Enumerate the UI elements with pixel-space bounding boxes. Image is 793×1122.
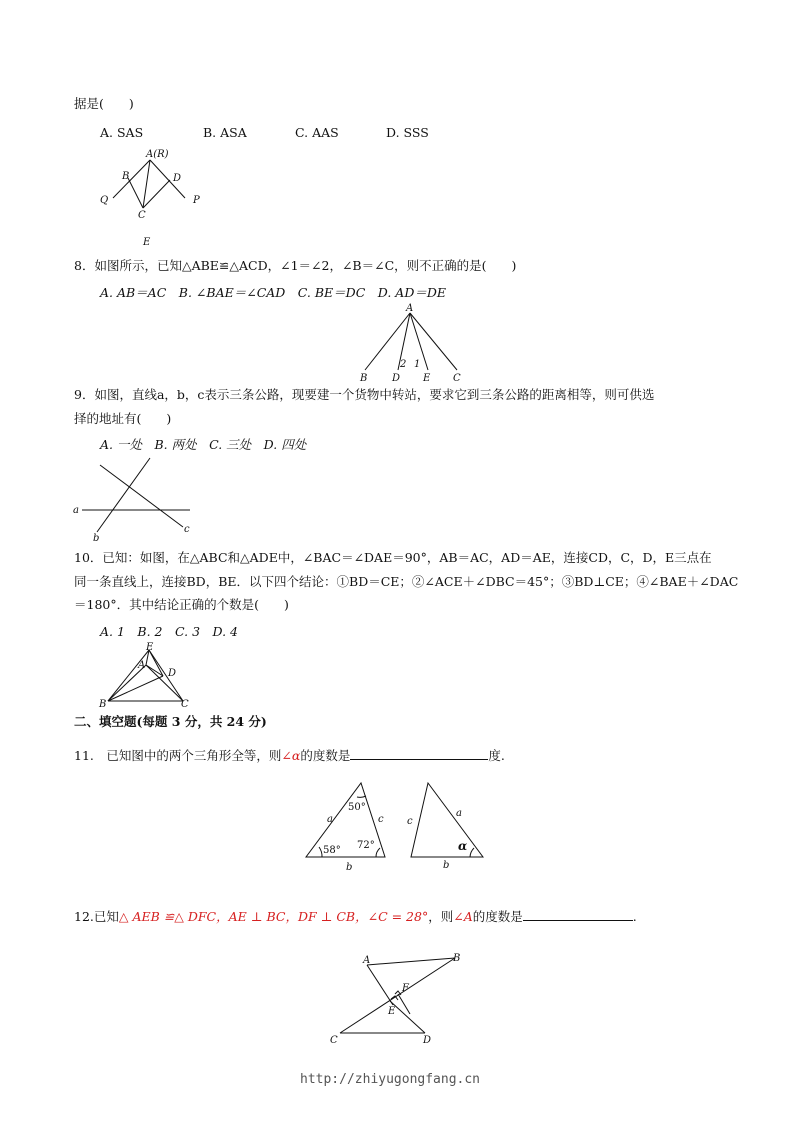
- q9-label-c: c: [184, 524, 190, 535]
- q12-label-c: C: [330, 1035, 338, 1046]
- q7-label-q: Q: [100, 195, 109, 206]
- q7-label-a: A(R): [146, 149, 169, 160]
- q12-prefix: 12.已知: [74, 909, 119, 924]
- q7-option-a: A. SAS: [100, 125, 144, 140]
- q8-options: A. AB＝AC B. ∠BAE＝∠CAD C. BE＝DC D. AD＝DE: [100, 285, 446, 300]
- q8-label-2: 2: [400, 359, 407, 370]
- q11-label-50: 50°: [348, 802, 366, 813]
- q7-label-b: B: [122, 171, 130, 182]
- q11-suffix: 度.: [488, 748, 505, 763]
- q10-stem-line1: 10．已知：如图，在△ABC和△ADE中，∠BAC＝∠DAE＝90°，AB＝AC，AD＝AE，连接CD，C，D，E三点在: [74, 550, 712, 565]
- q8-label-e: E: [423, 373, 431, 384]
- q10-label-e: E: [146, 642, 154, 653]
- footer-url[interactable]: http://zhiyugongfang.cn: [300, 1072, 481, 1087]
- q12-middle: ，则: [428, 909, 454, 924]
- q9-options: A. 一处 B. 两处 C. 三处 D. 四处: [100, 437, 307, 452]
- q7-option-b: B. ASA: [203, 125, 247, 140]
- q12-end: .: [632, 909, 637, 924]
- q9-label-b: b: [93, 533, 100, 544]
- q12-label-b: B: [453, 953, 461, 964]
- q8-label-c: C: [453, 373, 461, 384]
- q12-label-f: F: [402, 983, 409, 994]
- q7-option-c: C. AAS: [295, 125, 339, 140]
- q9-stem-line1: 9．如图，直线a，b，c表示三条公路，现要建一个货物中转站，要求它到三条公路的距离相等，则可供选: [74, 387, 655, 402]
- q11-label-a-right: a: [456, 808, 462, 819]
- q11-label-b-right: b: [443, 860, 450, 871]
- q11-label-a-left: a: [327, 814, 333, 825]
- section2-title: 二、填空题(每题 3 分，共 24 分): [74, 714, 267, 729]
- q12-label-d: D: [423, 1035, 432, 1046]
- q9-stem-line2: 择的地址有( ): [74, 411, 172, 426]
- q8-label-1: 1: [414, 359, 421, 370]
- q7-label-p: P: [193, 195, 200, 206]
- q10-options: A. 1 B. 2 C. 3 D. 4: [100, 624, 239, 639]
- q12-label-e: E: [388, 1006, 396, 1017]
- q8-label-a: A: [406, 303, 414, 314]
- q11-angle: ∠α: [281, 748, 301, 763]
- q8-label-d: D: [392, 373, 401, 384]
- q10-stem-line2: 同一条直线上，连接BD，BE．以下四个结论：①BD＝CE；②∠ACE＋∠DBC＝45°；③BD⊥CE；④∠BAE＋∠DAC: [74, 574, 739, 589]
- q7-label-c: C: [138, 210, 146, 221]
- q11-label-c-right: c: [407, 816, 413, 827]
- q11-label-b-left: b: [346, 862, 353, 873]
- q10-label-a: A: [138, 660, 146, 671]
- q8-label-b: B: [360, 373, 368, 384]
- q11-middle: 的度数是: [300, 748, 351, 763]
- q11-label-alpha: α: [458, 839, 468, 853]
- q7-label-e: E: [143, 237, 151, 248]
- q10-label-d: D: [168, 668, 177, 679]
- q11-label-58: 58°: [323, 845, 341, 856]
- q7-option-d: D. SSS: [386, 125, 429, 140]
- q12-label-a: A: [363, 955, 371, 966]
- q7-label-d: D: [173, 173, 182, 184]
- q12-angle: ∠A: [453, 909, 473, 924]
- q9-label-a: a: [73, 505, 79, 516]
- q11-label-72: 72°: [357, 840, 375, 851]
- q10-stem-line3: ＝180°．其中结论正确的个数是( ): [74, 597, 289, 612]
- q7-stem-tail: 据是( ): [74, 96, 134, 111]
- q8-stem: 8．如图所示，已知△ABE≌△ACD，∠1＝∠2，∠B＝∠C，则不正确的是( ): [74, 258, 517, 273]
- q11-label-c-left: c: [378, 814, 384, 825]
- q10-label-c: C: [181, 699, 189, 710]
- q11-prefix: 11. 已知图中的两个三角形全等，则: [74, 748, 282, 763]
- q12-condition: △ AEB ≌△ DFC，AE ⊥ BC，DF ⊥ CB，∠C = 28°: [118, 909, 429, 924]
- q10-label-b: B: [99, 699, 107, 710]
- q12-suffix-text: 的度数是: [472, 909, 523, 924]
